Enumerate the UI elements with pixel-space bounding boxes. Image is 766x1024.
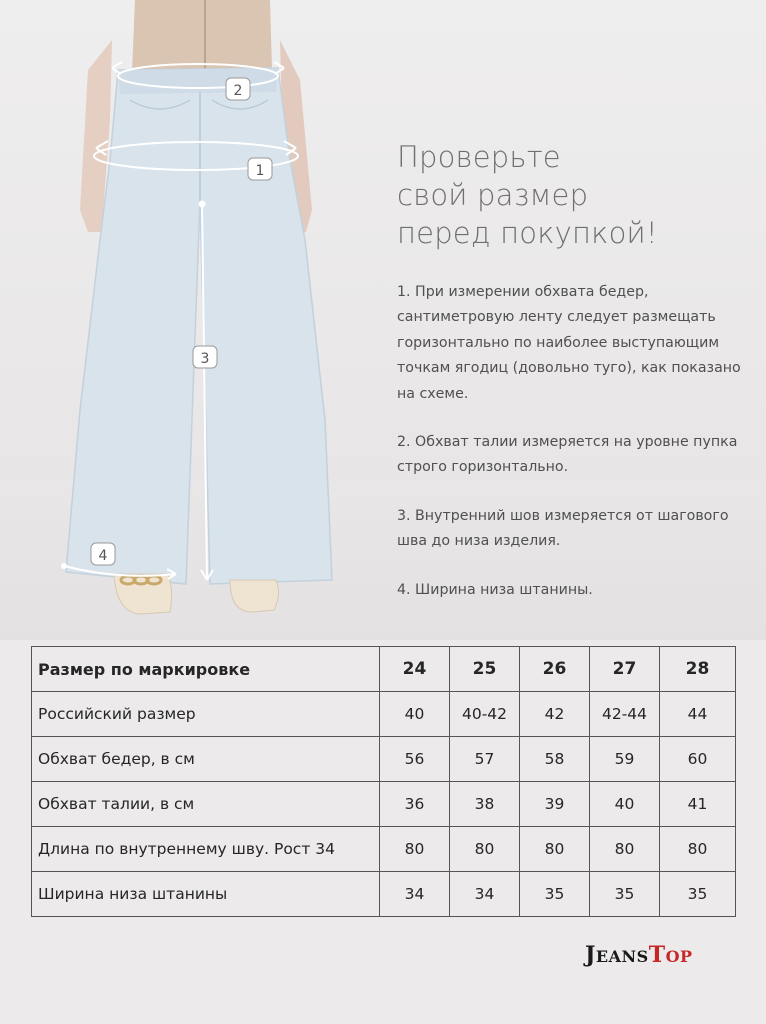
table-cell: 80 bbox=[660, 827, 736, 872]
size-chart-table bbox=[31, 646, 736, 917]
marker-2 bbox=[226, 78, 250, 100]
table-cell: 44 bbox=[660, 692, 736, 737]
table-cell: 40 bbox=[380, 692, 450, 737]
headline-line-2: свой размер bbox=[397, 178, 589, 212]
table-cell: 38 bbox=[450, 782, 520, 827]
table-row bbox=[32, 827, 736, 872]
header-cell: 28 bbox=[660, 647, 736, 692]
header-cell: 25 bbox=[450, 647, 520, 692]
table-cell: 60 bbox=[660, 737, 736, 782]
right-shoe bbox=[230, 580, 279, 612]
instruction-hips: 1. При измерении обхвата бедер, сантиметровую ленту следует размещать горизонтально по наиболее выступающим точкам ягодиц (довольно туго), как показано на схеме. bbox=[397, 284, 741, 402]
jeans-measurement-diagram bbox=[0, 0, 400, 640]
row-label: Ширина низа штанины bbox=[32, 872, 380, 917]
table-cell: 40-42 bbox=[450, 692, 520, 737]
table-cell: 35 bbox=[520, 872, 590, 917]
marker-1 bbox=[248, 158, 272, 180]
instruction-waist: 2. Обхват талии измеряется на уровне пупка строго горизонтально. bbox=[397, 434, 738, 476]
svg-text:3: 3 bbox=[200, 351, 210, 367]
header-cell: 24 bbox=[380, 647, 450, 692]
headline-line-3: перед покупкой! bbox=[397, 216, 658, 250]
page-headline bbox=[397, 138, 757, 252]
row-label: Обхват бедер, в см bbox=[32, 737, 380, 782]
instruction-hem: 4. Ширина низа штанины. bbox=[397, 581, 593, 598]
table-cell: 34 bbox=[450, 872, 520, 917]
logo-part-jeans: JEANS bbox=[585, 942, 649, 968]
waistband bbox=[118, 68, 278, 94]
svg-text:2: 2 bbox=[233, 83, 243, 99]
table-row bbox=[32, 692, 736, 737]
table-cell: 35 bbox=[660, 872, 736, 917]
table-cell: 40 bbox=[590, 782, 660, 827]
table-cell: 39 bbox=[520, 782, 590, 827]
row-label: Длина по внутреннему шву. Рост 34 bbox=[32, 827, 380, 872]
headline-line-1: Проверьте bbox=[397, 140, 561, 174]
table-cell: 34 bbox=[380, 872, 450, 917]
table-cell: 59 bbox=[590, 737, 660, 782]
table-row bbox=[32, 872, 736, 917]
row-label: Российский размер bbox=[32, 692, 380, 737]
table-cell: 56 bbox=[380, 737, 450, 782]
jeanstop-logo bbox=[585, 942, 693, 968]
table-cell: 80 bbox=[450, 827, 520, 872]
row-label: Обхват талии, в см bbox=[32, 782, 380, 827]
table-header-row bbox=[32, 647, 736, 692]
table-cell: 80 bbox=[380, 827, 450, 872]
header-cell: 27 bbox=[590, 647, 660, 692]
table-cell: 42-44 bbox=[590, 692, 660, 737]
table-cell: 36 bbox=[380, 782, 450, 827]
top-garment bbox=[132, 0, 272, 72]
table-cell: 58 bbox=[520, 737, 590, 782]
table-cell: 35 bbox=[590, 872, 660, 917]
svg-text:4: 4 bbox=[98, 548, 108, 564]
svg-text:1: 1 bbox=[255, 163, 265, 179]
measurement-instructions bbox=[397, 280, 757, 626]
table-cell: 80 bbox=[590, 827, 660, 872]
table-cell: 80 bbox=[520, 827, 590, 872]
marker-3 bbox=[193, 346, 217, 368]
logo-part-top: TOP bbox=[648, 942, 693, 968]
table-row bbox=[32, 737, 736, 782]
instruction-inseam: 3. Внутренний шов измеряется от шагового шва до низа изделия. bbox=[397, 507, 729, 550]
table-cell: 41 bbox=[660, 782, 736, 827]
left-shoe bbox=[114, 574, 172, 614]
header-cell: 26 bbox=[520, 647, 590, 692]
table-cell: 42 bbox=[520, 692, 590, 737]
header-cell: Размер по маркировке bbox=[32, 647, 380, 692]
table-row bbox=[32, 782, 736, 827]
table-cell: 57 bbox=[450, 737, 520, 782]
marker-4 bbox=[91, 543, 115, 565]
